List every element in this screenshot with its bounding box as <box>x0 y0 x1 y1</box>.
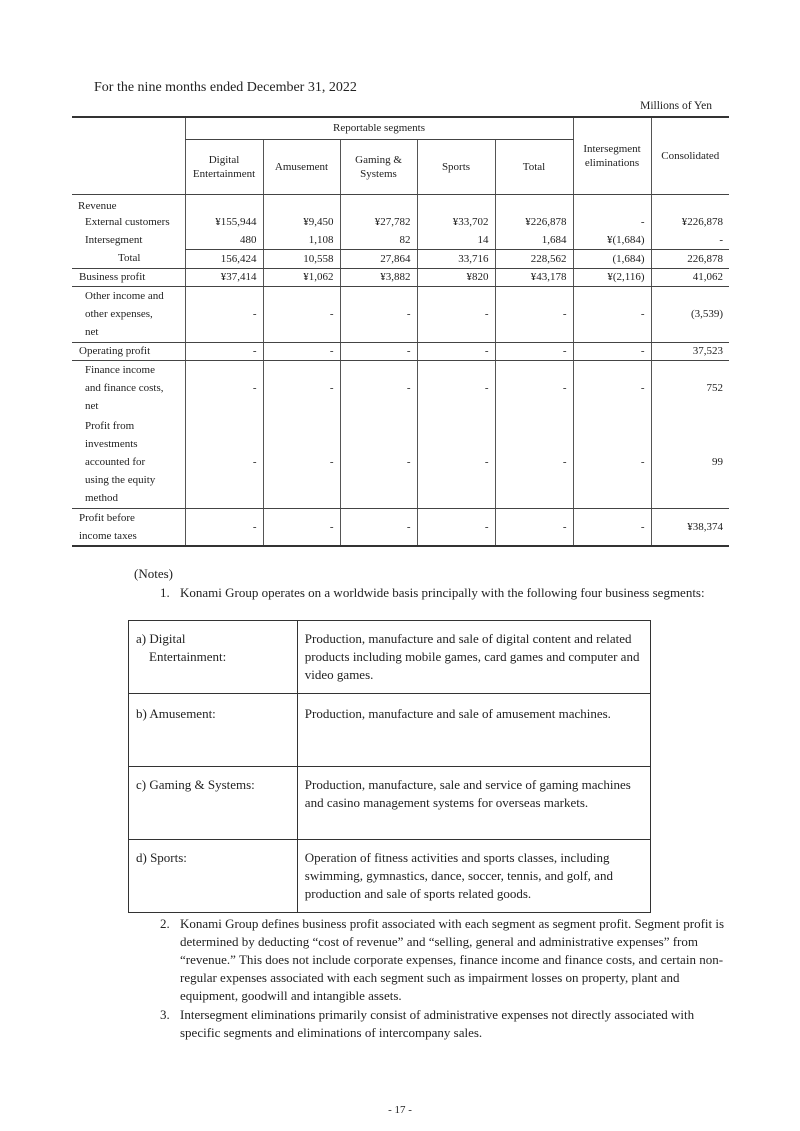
table-cell: - <box>417 508 495 546</box>
table-cell: - <box>495 416 573 508</box>
table-cell: - <box>185 286 263 342</box>
row-label: Intersegment <box>85 234 143 246</box>
table-cell: - <box>340 416 417 508</box>
table-cell <box>651 194 729 213</box>
table-cell: 1,108 <box>263 231 340 249</box>
row-label: Total <box>72 249 185 268</box>
table-row <box>72 194 729 213</box>
table-cell: 37,523 <box>651 342 729 360</box>
table-cell: - <box>495 360 573 416</box>
table-cell: 27,864 <box>340 249 417 268</box>
table-cell: - <box>340 360 417 416</box>
table-cell: - <box>573 342 651 360</box>
table-cell: - <box>185 416 263 508</box>
table-cell: - <box>340 286 417 342</box>
table-cell: 99 <box>651 416 729 508</box>
table-cell <box>185 194 263 213</box>
table-cell: - <box>185 508 263 546</box>
table-cell: - <box>573 416 651 508</box>
table-row <box>72 231 729 249</box>
page-number: - 17 - <box>388 1104 412 1116</box>
column-header: Consolidated <box>651 117 729 194</box>
table-row <box>72 416 729 508</box>
segment-description: Operation of fitness activities and sports classes, including swimming, gymnastics, dance, soccer, tennis, and golf, and production and sale of sports related goods. <box>297 840 650 913</box>
note-text: Konami Group defines business profit associated with each segment as segment profit. Segment profit is determined by deducting “cost of revenue” and “selling, general and administrative expenses” from “revenue.” This does not include corporate expenses, finance income and finance costs, and certain non-regular expenses associated with each segment such as impairment losses on property, plant and equipment, goodwill and intangible assets. <box>180 916 725 1003</box>
table-row <box>72 360 729 416</box>
note-number: 1. <box>160 585 170 600</box>
table-cell: - <box>340 508 417 546</box>
table-cell: ¥37,414 <box>185 268 263 286</box>
table-row <box>129 767 651 840</box>
row-label: Revenue <box>78 199 117 212</box>
note-text: Intersegment eliminations primarily consist of administrative expenses not directly associated with specific segments and eliminations of intercompany sales. <box>180 1007 695 1040</box>
table-row <box>129 840 651 913</box>
column-header: Gaming & Systems <box>340 139 417 194</box>
reportable-segments-header: Reportable segments <box>185 117 573 139</box>
note-number: 3. <box>160 1007 170 1022</box>
note-text: Konami Group operates on a worldwide basis principally with the following four business segments: <box>180 585 705 600</box>
row-label: Profit from investments accounted for using the equity method <box>72 416 185 508</box>
segment-description: Production, manufacture and sale of amusement machines. <box>297 694 650 767</box>
column-header: Digital Entertainment <box>185 139 263 194</box>
table-cell: - <box>263 360 340 416</box>
table-cell <box>263 194 340 213</box>
table-cell <box>417 194 495 213</box>
table-cell <box>495 194 573 213</box>
segment-description: Production, manufacture, sale and service of gaming machines and casino management systems for overseas markets. <box>297 767 650 840</box>
table-cell: ¥(1,684) <box>573 231 651 249</box>
segment-description: Production, manufacture and sale of digital content and related products including mobile games, card games and computer and video games. <box>297 621 650 694</box>
table-cell: - <box>263 286 340 342</box>
table-cell: - <box>185 360 263 416</box>
table-cell: 14 <box>417 231 495 249</box>
table-cell: 480 <box>185 231 263 249</box>
column-header: Intersegment eliminations <box>573 117 651 194</box>
table-cell: (1,684) <box>573 249 651 268</box>
table-cell: ¥33,702 <box>417 213 495 231</box>
table-cell: 41,062 <box>651 268 729 286</box>
table-cell: - <box>263 342 340 360</box>
row-label: Finance income and finance costs, net <box>85 364 164 413</box>
table-cell: (3,539) <box>651 286 729 342</box>
segment-name: c) Gaming & Systems: <box>129 767 298 840</box>
table-row <box>72 286 729 342</box>
column-header: Amusement <box>263 139 340 194</box>
table-row <box>129 621 651 694</box>
table-row <box>129 694 651 767</box>
segment-description-table <box>128 620 651 913</box>
table-cell: 226,878 <box>651 249 729 268</box>
table-row <box>72 213 729 231</box>
period-heading: For the nine months ended December 31, 2022 <box>94 80 357 95</box>
table-cell: - <box>573 213 651 231</box>
table-cell: 10,558 <box>263 249 340 268</box>
table-cell: - <box>340 342 417 360</box>
segment-results-table <box>72 116 729 547</box>
table-cell: - <box>495 286 573 342</box>
table-cell <box>340 194 417 213</box>
table-cell: - <box>185 342 263 360</box>
table-cell: ¥1,062 <box>263 268 340 286</box>
notes-title: (Notes) <box>134 566 173 581</box>
table-cell: - <box>417 360 495 416</box>
row-label: Business profit <box>72 268 185 286</box>
row-label: Operating profit <box>72 342 185 360</box>
table-cell: - <box>495 508 573 546</box>
segment-name: d) Sports: <box>129 840 298 913</box>
table-cell: 82 <box>340 231 417 249</box>
table-cell: ¥820 <box>417 268 495 286</box>
table-row <box>72 342 729 360</box>
column-header: Sports <box>417 139 495 194</box>
table-cell: - <box>573 508 651 546</box>
table-cell: - <box>417 416 495 508</box>
row-label: Profit before income taxes <box>72 508 185 546</box>
table-cell: ¥(2,116) <box>573 268 651 286</box>
table-cell: - <box>573 360 651 416</box>
table-cell: - <box>651 231 729 249</box>
table-cell: - <box>263 508 340 546</box>
table-cell: ¥38,374 <box>651 508 729 546</box>
table-cell: 752 <box>651 360 729 416</box>
table-cell: ¥3,882 <box>340 268 417 286</box>
table-cell: ¥226,878 <box>651 213 729 231</box>
segment-name: a) Digital Entertainment: <box>129 621 298 694</box>
table-cell: ¥43,178 <box>495 268 573 286</box>
table-cell: - <box>263 416 340 508</box>
note-number: 2. <box>160 916 170 931</box>
units-label: Millions of Yen <box>640 100 712 112</box>
table-cell: ¥226,878 <box>495 213 573 231</box>
table-cell: 33,716 <box>417 249 495 268</box>
table-row <box>72 249 729 268</box>
row-label: External customers <box>85 216 170 228</box>
table-row <box>72 508 729 546</box>
table-cell: 228,562 <box>495 249 573 268</box>
table-row <box>72 268 729 286</box>
table-cell: ¥155,944 <box>185 213 263 231</box>
table-cell: 156,424 <box>185 249 263 268</box>
table-cell <box>573 194 651 213</box>
row-label: Other income and other expenses, net <box>72 286 185 342</box>
table-cell: - <box>573 286 651 342</box>
column-header: Total <box>495 139 573 194</box>
table-cell: ¥27,782 <box>340 213 417 231</box>
table-cell: 1,684 <box>495 231 573 249</box>
table-cell: - <box>417 342 495 360</box>
table-cell: - <box>495 342 573 360</box>
table-cell: ¥9,450 <box>263 213 340 231</box>
table-cell: - <box>417 286 495 342</box>
segment-name: b) Amusement: <box>129 694 298 767</box>
